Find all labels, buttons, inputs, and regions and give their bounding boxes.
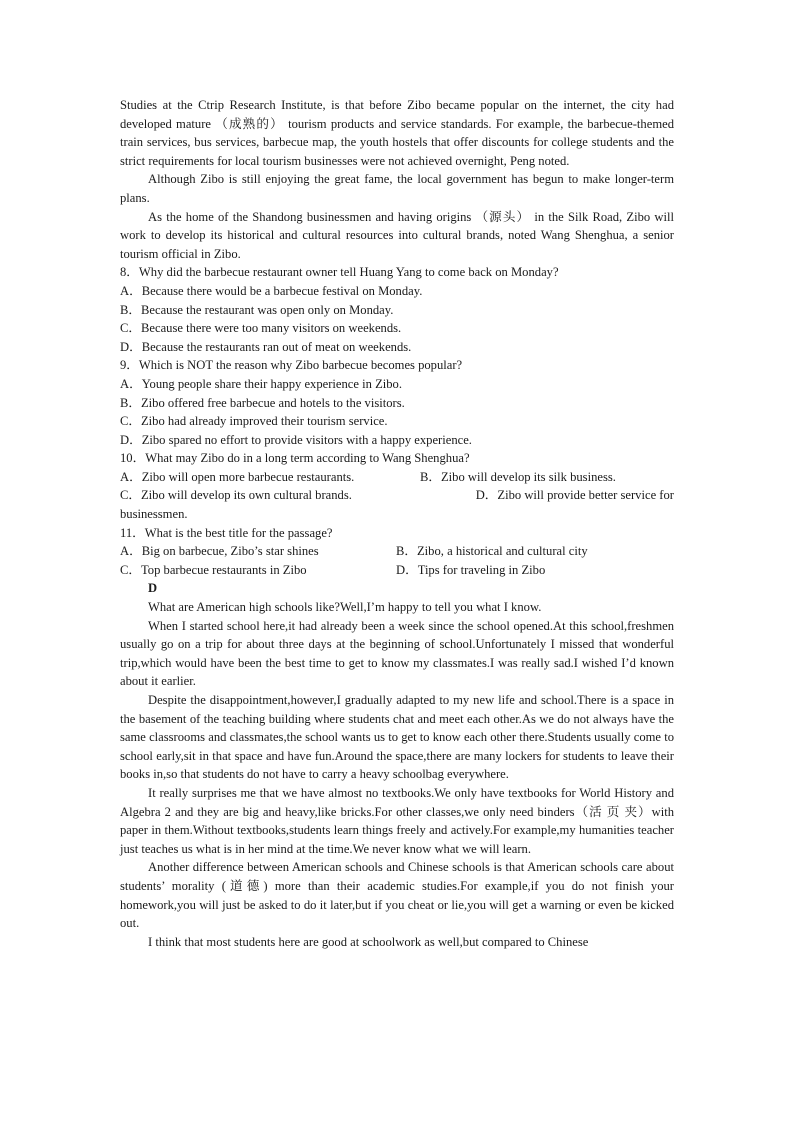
question-9	[120, 356, 674, 449]
passage-d-paragraph: What are American high schools like?Well,I’m happy to tell you what I know.	[148, 600, 542, 615]
question-stem: 11．What is the best title for the passage?	[120, 525, 333, 540]
question-8	[120, 263, 674, 356]
question-10	[120, 449, 674, 523]
option-a: A．Because there would be a barbecue festival on Monday.	[120, 283, 423, 298]
option-d-continuation: businessmen.	[120, 507, 188, 522]
options-row	[120, 468, 674, 487]
question-stem: 8．Why did the barbecue restaurant owner tell Huang Yang to come back on Monday?	[120, 265, 559, 280]
options-row	[120, 486, 674, 505]
option-c: C．Top barbecue restaurants in Zibo	[120, 562, 307, 577]
question-stem: 10．What may Zibo do in a long term according to Wang Shenghua?	[120, 451, 470, 466]
option-a: A．Zibo will open more barbecue restaurants.	[120, 469, 355, 484]
passage-c-paragraph: Studies at the Ctrip Research Institute, is that before Zibo became popular on the internet, the city had developed mature （成熟的） tourism products and service standards. For example, the barbecue-themed train services, bus services, barbecue map, the youth hostels that offer discounts for college students and the strict requirements for local tourism businesses were not achieved overnight, Peng noted.	[120, 98, 674, 168]
option-b: B．Zibo will develop its silk business.	[420, 469, 616, 484]
option-c: C．Zibo had already improved their tourism service.	[120, 414, 388, 429]
option-c: C．Because there were too many visitors on weekends.	[120, 321, 402, 336]
option-c: C．Zibo will develop its own cultural brands.	[120, 488, 352, 503]
passage-d-paragraph: Another difference between American schools and Chinese schools is that American schools care about students’ morality (道德) more than their academic studies.For example,if you do not finish your homework,you will just be asked to do it later,but if you cheat or lie,you will get a warning or even be kicked out.	[120, 860, 674, 931]
option-d: D．Zibo spared no effort to provide visitors with a happy experience.	[120, 432, 472, 447]
option-d: D．Zibo will provide better service for	[475, 488, 674, 503]
passage-d-paragraph: It really surprises me that we have almost no textbooks.We only have textbooks for World History and Algebra 2 and they are big and heavy,like bricks.For other classes,we only need binders（活 页 夹）with paper in them.Without textbooks,students learn things freely and actively.For example,my humanities teacher just teaches us what is in her mind at the time.We never know what we will learn.	[120, 785, 674, 856]
options-row	[120, 561, 674, 580]
option-a: A．Young people share their happy experience in Zibo.	[120, 376, 403, 391]
passage-c-paragraph: As the home of the Shandong businessmen and having origins （源头） in the Silk Road, Zibo will work to develop its historical and cultural resources into cultural brands, noted Wang Shenghua, a senior tourism official in Zibo.	[120, 209, 674, 261]
passage-d-heading: D	[148, 581, 158, 596]
passage-d-paragraph: I think that most students here are good at schoolwork as well,but compared to Chinese	[148, 934, 589, 949]
option-b: B．Zibo offered free barbecue and hotels to the visitors.	[120, 395, 405, 410]
question-11	[120, 524, 674, 580]
passage-c-paragraph: Although Zibo is still enjoying the great fame, the local government has begun to make longer-term plans.	[120, 172, 674, 205]
options-row	[120, 542, 674, 561]
option-d: D．Because the restaurants ran out of meat on weekends.	[120, 339, 412, 354]
option-b: B．Because the restaurant was open only on Monday.	[120, 302, 394, 317]
option-b: B．Zibo, a historical and cultural city	[396, 544, 588, 559]
passage-d-paragraph: Despite the disappointment,however,I gradually adapted to my new life and school.There is a space in the basement of the teaching building where students chat and meet each other.As we do not always have the same classrooms and classmates,the school wants us to get to know each other there.Students usually come to school early,sit in that space and have fun.Around the space,there are many lockers for students to leave their books in,so that students do not have to carry a heavy schoolbag everywhere.	[120, 693, 674, 782]
exam-page	[120, 96, 674, 951]
question-stem: 9．Which is NOT the reason why Zibo barbecue becomes popular?	[120, 358, 463, 373]
option-a: A．Big on barbecue, Zibo’s star shines	[120, 544, 319, 559]
passage-d-paragraph: When I started school here,it had already been a week since the school opened.At this school,freshmen usually go on a trip for about three days at the beginning of school.Unfortunately I missed that wonderful trip,which would have been the best time to get to know my classmates.I was really sad.I wished I’d known about it earlier.	[120, 618, 674, 689]
option-d: D．Tips for traveling in Zibo	[396, 562, 546, 577]
